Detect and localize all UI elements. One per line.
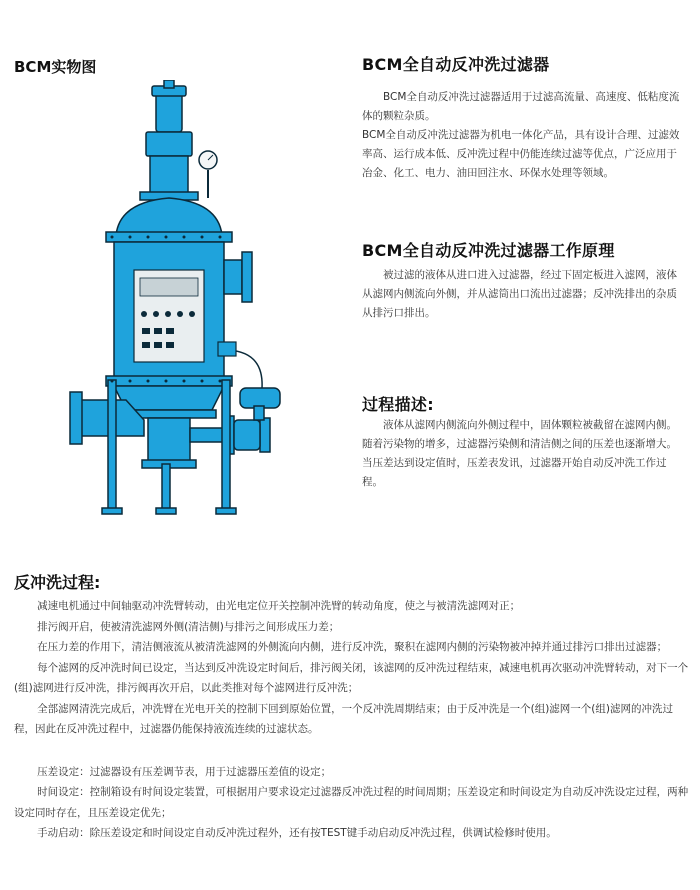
backwash-paragraph-4: 每个滤网的反冲洗时间已设定，当达到反冲洗设定时间后，排污阀关闭，该滤网的反冲洗过程结束，减速电机再次驱动冲洗臂转动，对下一个(组)滤网进行反冲洗，排污阀再次开启，以此类推对每个滤网进行反冲洗； (14, 661, 689, 694)
backwash-paragraph-3: 在压力差的作用下，清洁侧液流从被清洗滤网的外侧流向内侧，进行反冲洗，聚积在滤网内侧的污染物被冲掉并通过排污口排出过滤器； (37, 641, 668, 653)
drain-valve (234, 420, 260, 450)
section2-paragraph: 被过滤的液体从进口进入过滤器，经过下固定板进入滤网，液体从滤网内侧流向外侧，并从滤筒出口流出过滤器；反冲洗排出的杂质从排污口排出。 (362, 269, 677, 319)
backwash-paragraph-1: 减速电机通过中间轴驱动冲洗臂转动，由光电定位开关控制冲洗臂的转动角度，使之与被清洗滤网对正； (37, 600, 521, 612)
backwash-paragraph-5: 全部滤网清洗完成后，冲洗臂在光电开关的控制下回到原始位置，一个反冲洗周期结束；由于反冲洗是一个(组)滤网一个(组)滤网的冲洗过程，因此在反冲洗过程中，过滤器仍能保持液流连续的过滤状态。 (14, 702, 673, 735)
section3-paragraph: 液体从滤网内侧流向外侧过程中，固体颗粒被截留在滤网内侧。随着污染物的增多，过滤器污染侧和清洁侧之间的压差也逐渐增大。当压差达到设定值时，压差表发讯，过滤器开始自动反冲洗工作过程。 (362, 419, 677, 488)
top-dome (116, 198, 222, 235)
section2-title: BCM全自动反冲洗过滤器工作原理 (362, 241, 615, 260)
motor (156, 92, 182, 132)
setting-manual: 手动启动：除压差设定和时间设定自动反冲洗过程外，还有按TEST键手动启动反冲洗过程，供调试检修时使用。 (37, 827, 557, 839)
section1-paragraph-1: BCM全自动反冲洗过滤器适用于过滤高流量、高速度、低粘度流体的颗粒杂质。 (362, 91, 680, 122)
control-panel (134, 270, 204, 362)
setting-pressure: 压差设定：过滤器设有压差调节表，用于过滤器压差值的设定； (37, 765, 332, 778)
photo-title: BCM实物图 (14, 58, 97, 76)
backwash-body (14, 596, 690, 844)
setting-time: 时间设定：控制箱设有时间设定装置，可根据用户要求设定过滤器反冲洗过程的时间周期；压差设定和时间设定为自动反冲洗设定过程，两种设定同时存在，且压差设定优先； (14, 786, 689, 819)
gearbox (146, 132, 192, 156)
actuator (240, 388, 280, 408)
pressure-gauge (199, 151, 217, 198)
backwash-paragraph-2: 排污阀开启，使被清洗滤网外侧(清洁侧)与排污之间形成压力差； (37, 620, 340, 633)
filter-illustration (48, 80, 318, 530)
backwash-title: 反冲洗过程: (14, 573, 101, 592)
section1-title: BCM全自动反冲洗过滤器 (362, 55, 550, 74)
section1-paragraph-2: BCM全自动反冲洗过滤器为机电一体化产品，具有设计合理、过滤效率高、运行成本低、反冲洗过程中仍能连续过滤等优点，广泛应用于冶金、化工、电力、油田回注水、环保水处理等领域。 (362, 129, 680, 179)
section3-title: 过程描述: (362, 395, 434, 414)
